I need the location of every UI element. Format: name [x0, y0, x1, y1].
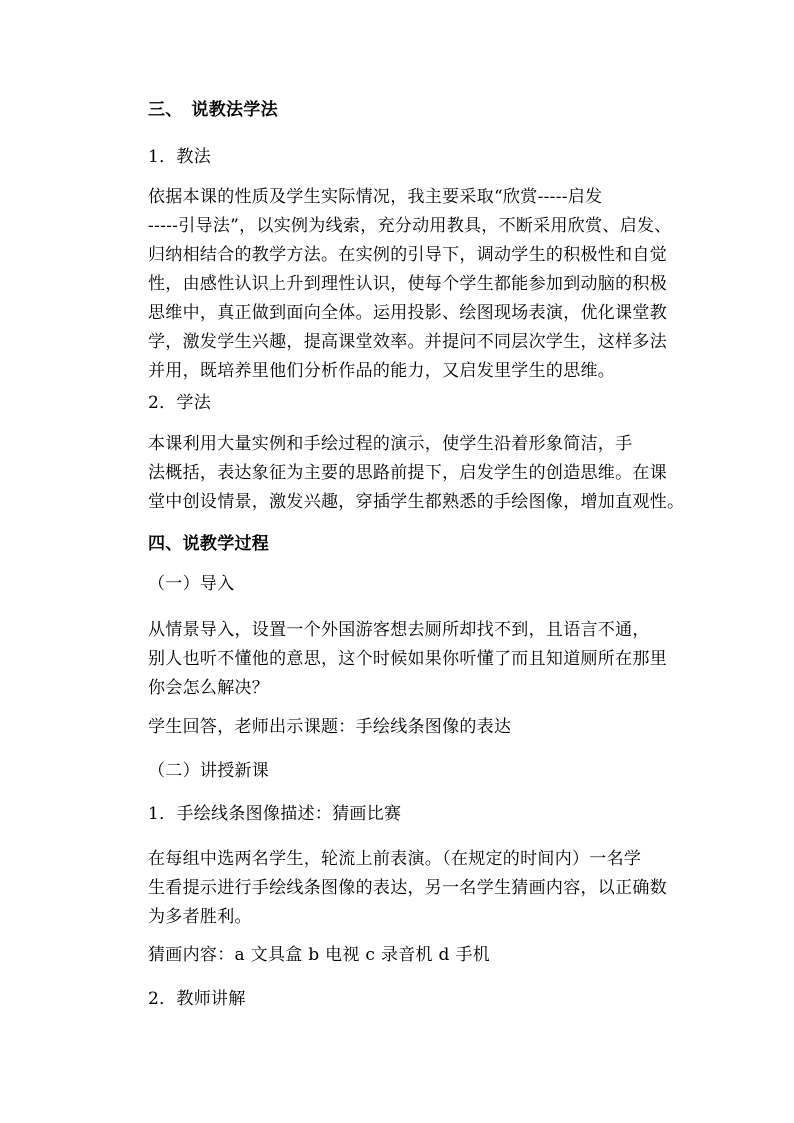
- learning-method-paragraph: [148, 430, 708, 517]
- introduction-paragraph: [148, 616, 708, 703]
- paragraph-line: 归纳相结合的教学方法。在实例的引导下，调动学生的积极性和自觉: [148, 245, 667, 265]
- introduction-label: （一）导入: [148, 574, 235, 594]
- teaching-method-label: 1．教法: [148, 147, 212, 167]
- new-lesson-label: （二）讲授新课: [148, 761, 270, 781]
- section-4-heading: 四、说教学过程: [148, 534, 270, 554]
- paragraph-line: 为多者胜利。: [148, 907, 252, 927]
- paragraph-line: 本课利用大量实例和手绘过程的演示，使学生沿着形象简洁，手: [148, 434, 633, 454]
- paragraph-line: 你会怎么解决？: [148, 678, 270, 698]
- student-answer-text: 学生回答，老师出示课题：手绘线条图像的表达: [148, 717, 512, 737]
- paragraph-line: 从情景导入，设置一个外国游客想去厕所却找不到，且语言不通，: [148, 620, 650, 640]
- learning-method-label: 2．学法: [148, 393, 212, 413]
- section-3-heading: 三、 说教法学法: [148, 100, 278, 120]
- guessing-contest-paragraph: [148, 845, 708, 932]
- teacher-explanation-label: 2．教师讲解: [148, 989, 246, 1009]
- paragraph-line: 法概括，表达象征为主要的思路前提下，启发学生的创造思维。在课: [148, 463, 667, 483]
- paragraph-line: 生看提示进行手绘线条图像的表达，另一名学生猜画内容，以正确数: [148, 878, 667, 898]
- paragraph-line: 学，激发学生兴趣，提高课堂效率。并提问不同层次学生，这样多法: [148, 332, 667, 352]
- paragraph-line: 性，由感性认识上升到理性认识，使每个学生都能参加到动脑的积极: [148, 274, 667, 294]
- paragraph-line: 在每组中选两名学生，轮流上前表演。（在规定的时间内）一名学: [148, 849, 642, 869]
- paragraph-line: 思维中，真正做到面向全体。运用投影、绘图现场表演，优化课堂教: [148, 303, 667, 323]
- paragraph-line: 堂中创设情景，激发兴趣，穿插学生都熟悉的手绘图像，增加直观性。: [148, 492, 685, 512]
- guessing-content-text: 猜画内容：a 文具盒 b 电视 c 录音机 d 手机: [148, 945, 491, 965]
- guessing-contest-label: 1．手绘线条图像描述：猜画比赛: [148, 804, 402, 824]
- paragraph-line: 并用，既培养里他们分析作品的能力，又启发里学生的思维。: [148, 361, 616, 381]
- paragraph-line: 别人也听不懂他的意思，这个时候如果你听懂了而且知道厕所在那里: [148, 649, 667, 669]
- teaching-method-paragraph: [148, 183, 708, 386]
- paragraph-line: 依据本课的性质及学生实际情况，我主要采取“欣赏-----启发: [148, 187, 603, 207]
- paragraph-line: -----引导法”，以实例为线索，充分动用教具，不断采用欣赏、启发、: [148, 216, 672, 236]
